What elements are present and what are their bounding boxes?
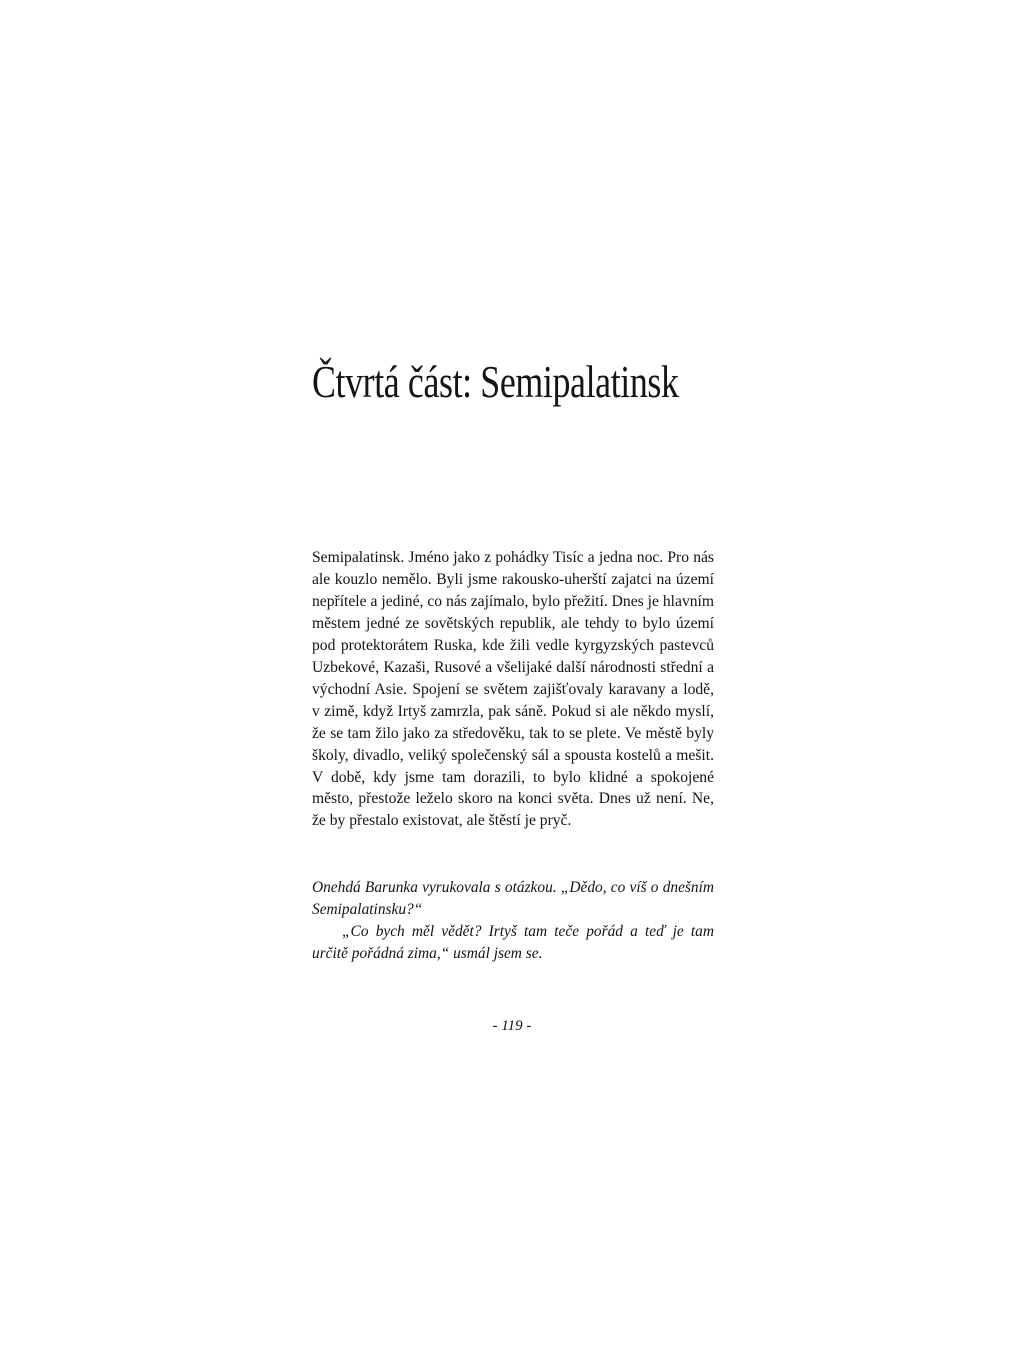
- body-paragraph: Semipalatinsk. Jméno jako z pohádky Tisíc a jedna noc. Pro nás ale kouzlo nemělo. Byli jsme rakousko-uherští zajatci na území nepřítele a jediné, co nás zajímalo, bylo přežití. Dnes je hlavním městem jedné ze sovětských republik, ale tehdy to bylo území pod protektorátem Ruska, kde žili vedle kyrgyzských pastevců Uzbekové, Kazaši, Rusové a všelijaké další národnosti střední a východní Asie. Spojení se světem zajišťovaly karavany a lodě, v zimě, když Irtyš zamrzla, pak sáně. Pokud si ale někdo myslí, že se tam žilo jako za středověku, tak to se plete. Ve městě byly školy, divadlo, veliký společenský sál a spousta kostelů a mešit. V době, kdy jsme tam dorazili, to bylo klidné a spokojené město, přestože leželo skoro na konci světa. Dnes už není. Ne, že by přestalo existovat, ale štěstí je pryč.: [312, 549, 714, 830]
- dialog-line: „Co bych měl vědět? Irtyš tam teče pořád a teď je tam určitě pořádná zima,“ usmál jsem se.: [312, 923, 714, 962]
- chapter-title: Čtvrtá část: Semipalatinsk: [312, 356, 679, 407]
- dialog-line: Onehdá Barunka vyrukovala s otázkou. „Dědo, co víš o dnešním Semipalatinsku?“: [312, 879, 714, 918]
- page-number: - 119 -: [492, 1018, 532, 1034]
- dialog-section: [312, 877, 714, 965]
